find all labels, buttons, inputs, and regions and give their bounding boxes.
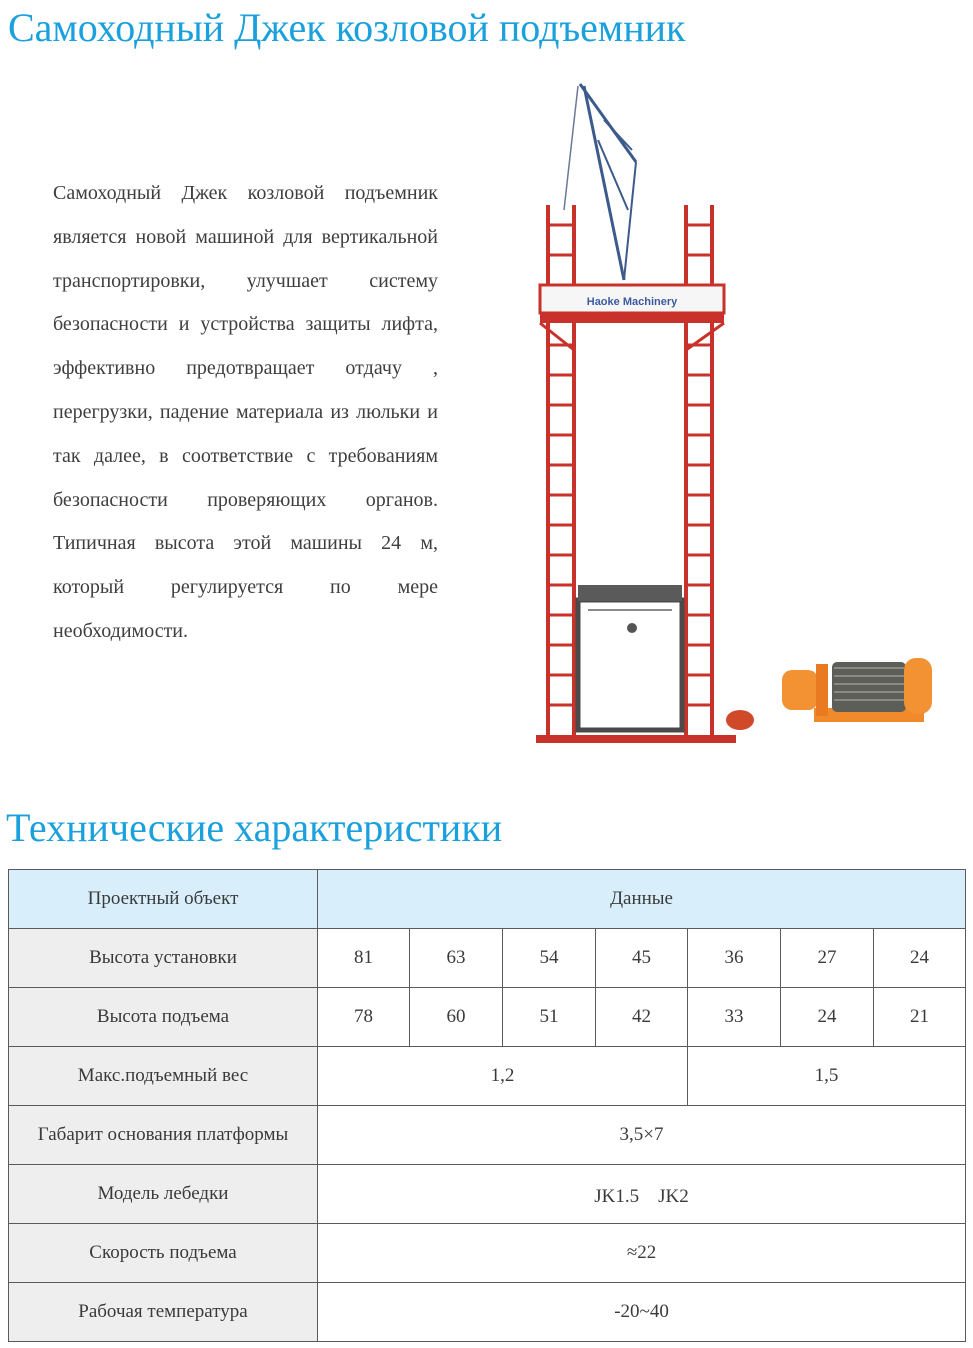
brand-label: Haoke Machinery bbox=[586, 296, 678, 308]
table-row bbox=[9, 929, 966, 988]
specs-title: Технические характеристики bbox=[6, 805, 503, 850]
table-row bbox=[9, 1106, 966, 1165]
table-row bbox=[9, 1224, 966, 1283]
row-label: Модель лебедки bbox=[9, 1165, 318, 1224]
table-cell: 60 bbox=[410, 988, 503, 1047]
table-cell: 1,2 bbox=[318, 1047, 688, 1106]
table-cell: 33 bbox=[688, 988, 781, 1047]
row-label: Макс.подъемный вес bbox=[9, 1047, 318, 1106]
base-frame bbox=[536, 710, 754, 743]
product-description: Самоходный Джек козловой подъемник является новой машиной для вертикальной транспортировки, улучшает систему безопасности и устройства защиты лифта, эффективно предотвращает отдачу , перегрузки, падение материала из люльки и так далее, в соответствие с требованиям безопасности проверяющих органов. Типичная высота этой машины 24 м, который регулируется по мере необходимости. bbox=[53, 182, 438, 642]
table-cell: 81 bbox=[318, 929, 410, 988]
table-cell: 54 bbox=[503, 929, 596, 988]
table-row bbox=[9, 1047, 966, 1106]
table-cell: 24 bbox=[781, 988, 874, 1047]
page-title: Самоходный Джек козловой подъемник bbox=[8, 5, 686, 50]
row-label: Рабочая температура bbox=[9, 1283, 318, 1342]
table-cell: 78 bbox=[318, 988, 410, 1047]
table-cell: 36 bbox=[688, 929, 781, 988]
row-label: Габарит основания платформы bbox=[9, 1106, 318, 1165]
table-cell: ≈22 bbox=[318, 1224, 966, 1283]
hoist-illustration bbox=[528, 80, 768, 760]
table-cell: 3,5×7 bbox=[318, 1106, 966, 1165]
table-cell: 21 bbox=[874, 988, 966, 1047]
table-cell: 24 bbox=[874, 929, 966, 988]
table-row bbox=[9, 988, 966, 1047]
header-object: Проектный объект bbox=[9, 870, 318, 929]
table-cell: -20~40 bbox=[318, 1283, 966, 1342]
table-row bbox=[9, 1283, 966, 1342]
specs-table bbox=[8, 869, 966, 1342]
table-cell: 27 bbox=[781, 929, 874, 988]
table-cell: JK1.5 JK2 bbox=[318, 1165, 966, 1224]
header-data: Данные bbox=[318, 870, 966, 929]
top-platform bbox=[540, 285, 724, 350]
table-cell: 51 bbox=[503, 988, 596, 1047]
table-cell: 63 bbox=[410, 929, 503, 988]
row-label: Высота установки bbox=[9, 929, 318, 988]
table-cell: 42 bbox=[596, 988, 688, 1047]
row-label: Высота подъема bbox=[9, 988, 318, 1047]
lift-cage bbox=[578, 585, 682, 730]
row-label: Скорость подъема bbox=[9, 1224, 318, 1283]
table-cell: 1,5 bbox=[688, 1047, 966, 1106]
table-header-row bbox=[9, 870, 966, 929]
table-cell: 45 bbox=[596, 929, 688, 988]
winch-illustration bbox=[776, 648, 940, 728]
table-row bbox=[9, 1165, 966, 1224]
